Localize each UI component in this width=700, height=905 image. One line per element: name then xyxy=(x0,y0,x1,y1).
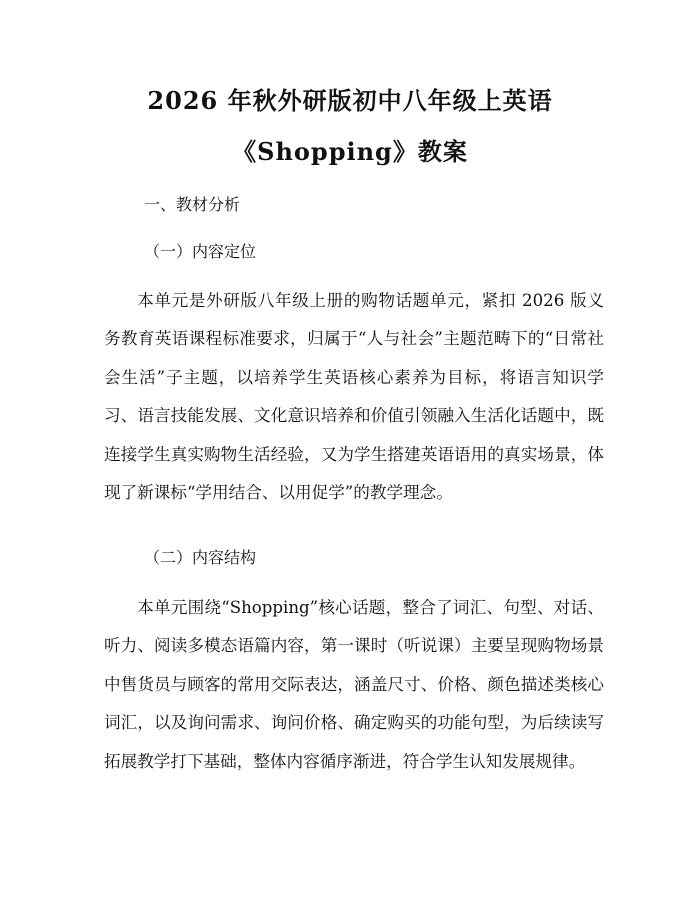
subsection-heading-structure: （二）内容结构 xyxy=(144,548,257,567)
paragraph-positioning: 本单元是外研版八年级上册的购物话题单元，紧扣 2026 版义务教育英语课程标准要求，归属于“人与社会”主题范畴下的“日常社会生活”子主题，以培养学生英语核心素养为目标，将语言知识学习、语言技能发展、文化意识培养和价值引领融入生活化话题中，既连接学生真实购物生活经验，又为学生搭建英语语用的真实场景，体现了新课标“学用结合、以用促学”的教学理念。 xyxy=(104,291,604,503)
section-heading-analysis: 一、教材分析 xyxy=(144,195,241,214)
document-title-line1: 2026 年秋外研版初中八年级上英语 xyxy=(147,86,553,115)
document-title-line2: 《Shopping》教案 xyxy=(232,137,468,166)
paragraph-structure: 本单元围绕“Shopping”核心话题，整合了词汇、句型、对话、听力、阅读多模态语篇内容，第一课时（听说课）主要呈现购物场景中售货员与顾客的常用交际表达，涵盖尺寸、价格、颜色描述类核心词汇，以及询问需求、询问价格、确定购买的功能句型，为后续读写拓展教学打下基础，整体内容循序渐进，符合学生认知发展规律。 xyxy=(104,598,604,771)
subsection-heading-positioning: （一）内容定位 xyxy=(144,242,257,261)
